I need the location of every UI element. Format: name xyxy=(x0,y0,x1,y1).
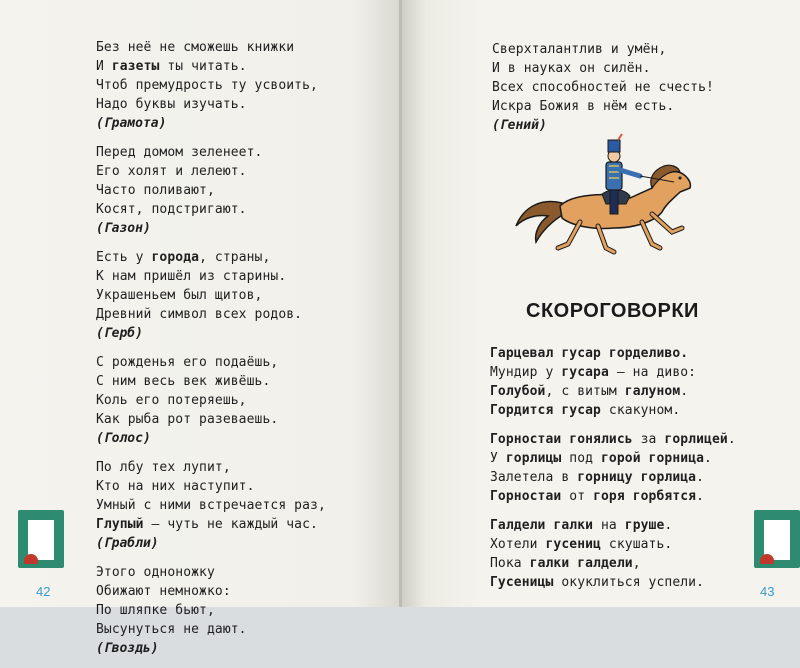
bold-text: горницу горлица xyxy=(577,470,697,485)
verse-line xyxy=(96,620,396,639)
verse-line xyxy=(96,458,396,477)
text: — на диво: xyxy=(608,365,697,380)
verse-line xyxy=(96,200,396,219)
text: По лбу тех лупит, xyxy=(96,460,231,475)
text: Есть у xyxy=(96,250,152,265)
horse-tail xyxy=(516,202,564,242)
text: Всех способностей не счесть! xyxy=(492,80,714,95)
verse-line xyxy=(96,372,396,391)
text: И в науках он силён. xyxy=(492,61,651,76)
right-riddles xyxy=(492,40,792,145)
verse-line xyxy=(96,477,396,496)
verse-line xyxy=(96,410,396,429)
bold-text: груше xyxy=(624,518,665,533)
text: Кто на них наступит. xyxy=(96,479,255,494)
riddle xyxy=(96,353,396,448)
verse-line xyxy=(96,181,396,200)
verse-line xyxy=(490,516,790,535)
bold-text: гусара xyxy=(561,365,609,380)
left-page xyxy=(0,0,402,656)
text: Коль его потеряешь, xyxy=(96,393,247,408)
text: Косят, подстригают. xyxy=(96,202,247,217)
rider-shako xyxy=(608,140,620,152)
left-riddles xyxy=(96,38,396,668)
text: По шляпке бьют, xyxy=(96,603,215,618)
text: Искра Божия в нём есть. xyxy=(492,99,675,114)
text: — чуть не каждый час. xyxy=(143,517,318,532)
text: У xyxy=(490,451,506,466)
riddle xyxy=(492,40,792,135)
bold-text: горя горбятся xyxy=(593,489,697,504)
text: . xyxy=(696,489,705,504)
mushroom-icon xyxy=(24,554,38,564)
text: под xyxy=(561,451,601,466)
text: Хотели xyxy=(490,537,546,552)
riddle-answer: (Гвоздь) xyxy=(96,641,159,656)
corner-ornament-right xyxy=(754,510,800,568)
bold-text: горлицы xyxy=(505,451,562,466)
verse-line xyxy=(490,382,790,401)
verse-line xyxy=(490,363,790,382)
text: Надо буквы изучать. xyxy=(96,97,247,112)
verse-line xyxy=(96,515,396,534)
verse-line xyxy=(492,97,792,116)
verse-line xyxy=(96,95,396,114)
bold-text: горой горница xyxy=(601,451,705,466)
text: , xyxy=(632,556,641,571)
verse-line xyxy=(96,267,396,286)
text: Перед домом зеленеет. xyxy=(96,145,263,160)
text: . xyxy=(696,470,705,485)
page-number-right: 43 xyxy=(760,584,775,599)
verse-line xyxy=(96,162,396,181)
verse-line xyxy=(96,582,396,601)
text: Умный с ними встречается раз, xyxy=(96,498,326,513)
verse-line xyxy=(490,430,790,449)
verse-line xyxy=(96,305,396,324)
verse-line xyxy=(490,344,790,363)
text: . xyxy=(664,518,673,533)
verse-line xyxy=(490,535,790,554)
verse-line xyxy=(96,391,396,410)
verse-line xyxy=(96,286,396,305)
text: Его холят и лелеют. xyxy=(96,164,247,179)
text: от xyxy=(561,489,594,504)
verse-line xyxy=(490,468,790,487)
verse-line xyxy=(490,554,790,573)
mushroom-icon xyxy=(760,554,774,564)
tongue-twister xyxy=(490,430,790,506)
bold-text: галки галдели xyxy=(529,556,633,571)
text: , с витым xyxy=(545,384,625,399)
riddle-answer: (Голос) xyxy=(96,431,151,446)
text: ты читать. xyxy=(159,59,247,74)
text: С рожденья его подаёшь, xyxy=(96,355,279,370)
text: Без неё не сможешь книжки xyxy=(96,40,295,55)
horse-eye xyxy=(679,177,682,180)
rider-arm xyxy=(620,170,640,176)
corner-ornament-left xyxy=(18,510,64,568)
text: . xyxy=(704,451,712,466)
tongue-twister xyxy=(490,344,790,420)
riddle-answer: (Гений) xyxy=(492,118,547,133)
text: Высунуться не дают. xyxy=(96,622,247,637)
verse-line xyxy=(96,38,396,57)
verse-line xyxy=(96,57,396,76)
tongue-twister xyxy=(490,516,790,592)
text: Сверхталантлив и умён, xyxy=(492,42,667,57)
text: окуклиться успели. xyxy=(553,575,705,590)
bold-text: Глупый xyxy=(96,517,144,532)
verse-line xyxy=(492,40,792,59)
verse-line xyxy=(492,78,792,97)
verse-line xyxy=(490,487,790,506)
verse-line xyxy=(96,143,396,162)
text: Мундир у xyxy=(490,365,562,380)
text: С ним весь век живёшь. xyxy=(96,374,271,389)
verse-line xyxy=(96,76,396,95)
bold-text: Галдели галки xyxy=(490,518,594,533)
riddle-answer: (Грамота) xyxy=(96,116,167,131)
rider-legs xyxy=(610,188,618,214)
bold-text: газеты xyxy=(111,59,160,74)
tongue-twisters-heading: СКОРОГОВОРКИ xyxy=(526,300,699,322)
bold-text: Голубой xyxy=(490,384,546,399)
text: Этого одноножку xyxy=(96,565,215,580)
verse-line xyxy=(492,59,792,78)
text: за xyxy=(632,432,665,447)
text: Пока xyxy=(490,556,530,571)
riddle xyxy=(96,563,396,658)
bold-text: Гарцевал гусар горделиво. xyxy=(490,346,689,361)
verse-line xyxy=(96,248,396,267)
text: , страны, xyxy=(199,250,271,265)
text: . xyxy=(727,432,736,447)
verse-line xyxy=(96,496,396,515)
right-page xyxy=(402,0,800,607)
riddle xyxy=(96,143,396,238)
text: на xyxy=(593,518,625,533)
riddle-answer: (Грабли) xyxy=(96,536,159,551)
text: Чтоб премудрость ту усвоить, xyxy=(96,78,318,93)
bold-text: Горностаи xyxy=(490,489,562,504)
verse-line xyxy=(96,563,396,582)
riddle xyxy=(96,38,396,133)
riddle xyxy=(96,458,396,553)
text: Как рыба рот разеваешь. xyxy=(96,412,279,427)
bold-text: горлицей xyxy=(664,432,728,447)
riddle xyxy=(96,248,396,343)
text: . xyxy=(680,384,689,399)
bold-text: галуном xyxy=(624,384,681,399)
text: Украшеньем был щитов, xyxy=(96,288,263,303)
text: Обижают немножко: xyxy=(96,584,231,599)
hussar-on-horse-illustration xyxy=(502,148,697,263)
verse-line xyxy=(490,449,790,468)
text: скушать. xyxy=(601,537,673,552)
text: Залетела в xyxy=(490,470,578,485)
text: Древний символ всех родов. xyxy=(96,307,303,322)
page-number-left: 42 xyxy=(36,584,51,599)
tongue-twisters xyxy=(490,344,790,602)
bold-text: гусениц xyxy=(545,537,601,552)
text: И xyxy=(96,59,112,74)
verse-line xyxy=(96,601,396,620)
bold-text: Горностаи гонялись xyxy=(490,432,633,447)
riddle-answer: (Газон) xyxy=(96,221,151,236)
verse-line xyxy=(490,573,790,592)
bold-text: города xyxy=(151,250,200,265)
text: скакуном. xyxy=(600,403,681,418)
text: К нам пришёл из старины. xyxy=(96,269,287,284)
verse-line xyxy=(96,353,396,372)
verse-line xyxy=(490,401,790,420)
bold-text: Гусеницы xyxy=(490,575,554,590)
riddle-answer: (Герб) xyxy=(96,326,143,341)
bold-text: Гордится гусар xyxy=(490,403,601,418)
text: Часто поливают, xyxy=(96,183,215,198)
